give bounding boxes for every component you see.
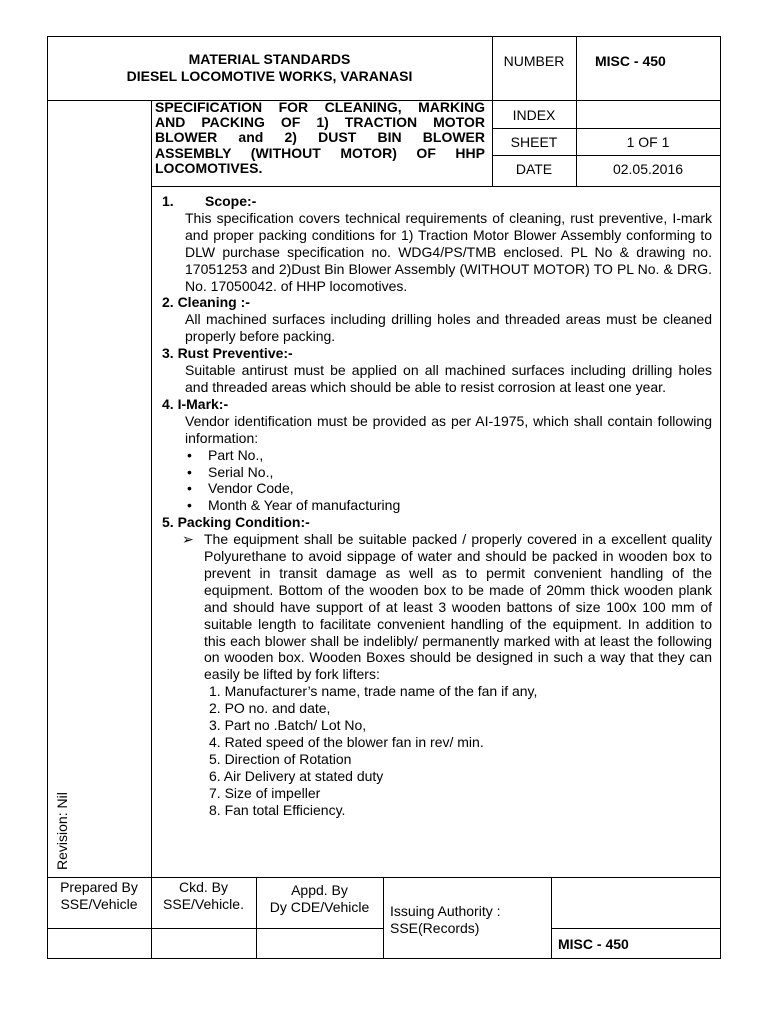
list-item: • Vendor Code, — [162, 480, 712, 497]
prepared-by — [47, 879, 151, 912]
section-heading: 5. Packing Condition:- — [162, 514, 310, 531]
section-cleaning — [162, 294, 712, 345]
date-value: 02.05.2016 — [612, 161, 684, 177]
list-item: 2. PO no. and date, — [209, 700, 331, 717]
sheet-value: 1 OF 1 — [626, 134, 670, 150]
org-line-1: MATERIAL STANDARDS — [188, 51, 351, 67]
approved-label: Appd. By — [291, 882, 348, 898]
document-org-title — [47, 51, 492, 84]
checked-by — [151, 879, 256, 912]
section-text: This specification covers technical requirements of cleaning, rust preventive, I-mark and proper packing conditions for 1) Traction Motor Blower Assembly conforming to DLW purchase specification no. WDG4/PS/TMB enclosed. PL No & drawing no. 17051253 and 2)Dust Bin Blower Assembly (WITHOUT MOTOR) TO PL No. & DRG. No. 17050042. of HHP locomotives. — [185, 209, 712, 294]
section-scope — [162, 193, 712, 294]
section-title: Scope:- — [205, 193, 257, 209]
list-item: 7. Size of impeller — [209, 784, 321, 801]
section-heading: 3. Rust Preventive:- — [162, 345, 293, 362]
footer-number-value: MISC - 450 — [558, 936, 629, 952]
arrow-bullet-icon: ➢ — [182, 531, 194, 548]
list-item: 1. Manufacturer’s name, trade name of the fan if any, — [209, 683, 538, 700]
spec-title-line: ASSEMBLY (WITHOUT MOTOR) OF HHP — [155, 144, 485, 161]
prepared-label: Prepared By — [60, 879, 138, 895]
section-text: Suitable antirust must be applied on all machined surfaces including drilling holes and threaded areas which should be able to resist corrosion at least one year. — [185, 362, 712, 395]
list-item: 6. Air Delivery at stated duty — [209, 767, 384, 784]
list-item: • Part No., — [162, 447, 712, 464]
section-heading — [162, 193, 712, 210]
spec-title-line: BLOWER and 2) DUST BIN BLOWER — [155, 129, 485, 146]
revision-note: Revision: Nil — [54, 792, 70, 870]
spec-title-line: LOCOMOTIVES. — [155, 159, 263, 176]
date-label: DATE — [515, 161, 553, 177]
section-i-mark — [162, 396, 712, 514]
section-packing — [162, 514, 712, 818]
approved-value: Dy CDE/Vehicle — [269, 898, 370, 915]
list-item: 5. Direction of Rotation — [209, 750, 352, 767]
issuing-label: Issuing Authority : — [390, 903, 501, 919]
org-line-2: DIESEL LOCOMOTIVE WORKS, VARANASI — [126, 67, 413, 84]
checked-value: SSE/Vehicle. — [163, 895, 244, 912]
list-item: • Serial No., — [162, 464, 712, 481]
spec-title-line: AND PACKING OF 1) TRACTION MOTOR — [155, 114, 485, 131]
packing-item — [162, 531, 712, 683]
section-heading: 2. Cleaning :- — [162, 294, 250, 311]
section-text: All machined surfaces including drilling holes and threaded areas must be cleaned properly before packing. — [185, 311, 712, 345]
spec-title-line: SPECIFICATION FOR CLEANING, MARKING — [155, 99, 485, 115]
issuing-value: SSE(Records) — [390, 919, 480, 936]
number-label: NUMBER — [503, 53, 565, 69]
section-text: The equipment shall be suitable packed / properly covered in a excellent quality Polyurethane to avoid sippage of water and should be packed in wooden box to prevent in transit damage as well as to permit convenient handling of the equipment. Bottom of the wooden box to be made of 20mm thick wooden plank and should have support of at least 3 wooden battons of size 100x 100 mm of suitable length to facilitate convenient handling of the equipment. In addition to this each blower shall be indelibly/ permanently marked with at least the following on wooden box. Wooden Boxes should be designed in such a way that they can easily be lifted by fork lifters: — [204, 531, 712, 683]
section-rust-preventive — [162, 345, 712, 396]
packing-marking-list — [162, 683, 712, 818]
sheet-label: SHEET — [510, 134, 558, 150]
section-number: 1. — [162, 193, 174, 209]
issuing-authority — [390, 903, 550, 936]
list-item: 4. Rated speed of the blower fan in rev/ min. — [209, 734, 484, 750]
section-heading: 4. I-Mark:- — [162, 395, 229, 412]
specification-title — [155, 100, 485, 176]
approved-by — [256, 882, 383, 915]
index-label: INDEX — [512, 107, 556, 123]
prepared-value: SSE/Vehicle — [60, 895, 138, 912]
checked-label: Ckd. By — [178, 879, 228, 895]
list-item: 3. Part no .Batch/ Lot No, — [209, 717, 367, 734]
section-text: Vendor identification must be provided as per AI-1975, which shall contain following information: — [185, 412, 712, 446]
list-item: • Month & Year of manufacturing — [162, 497, 712, 514]
i-mark-list — [162, 447, 712, 515]
number-value: MISC - 450 — [595, 53, 666, 69]
list-item: 8. Fan total Efficiency. — [209, 801, 346, 818]
specification-body — [162, 193, 712, 819]
